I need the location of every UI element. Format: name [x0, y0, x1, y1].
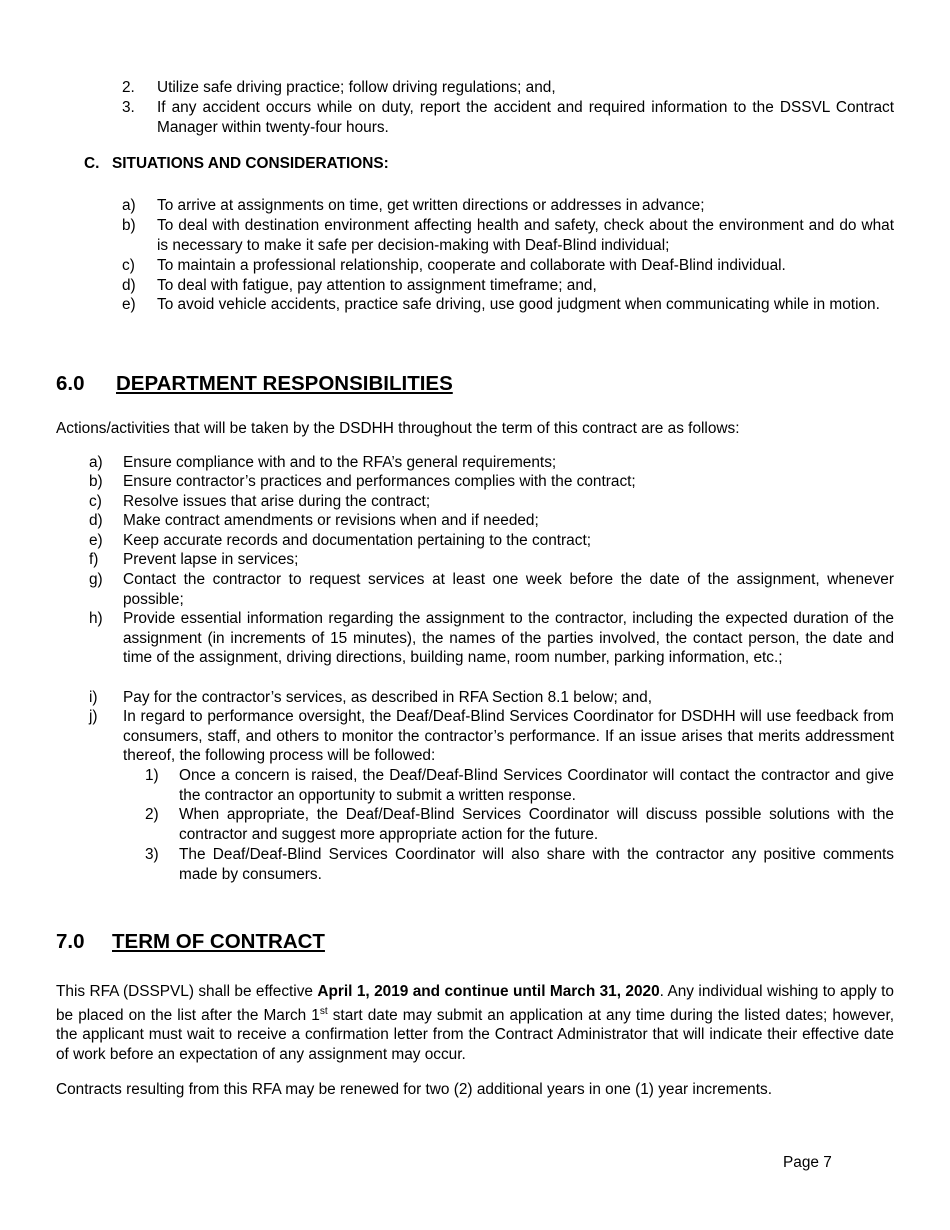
- list-item: [89, 472, 894, 492]
- list-text: To avoid vehicle accidents, practice safe driving, use good judgment when communicating while in motion.: [157, 296, 880, 313]
- ordinal-suffix: st: [319, 1005, 328, 1017]
- list-item: [122, 295, 894, 315]
- list-marker: i): [89, 689, 98, 706]
- paragraph-text: This RFA (DSSPVL) shall be effective: [56, 983, 318, 1000]
- list-marker: e): [89, 532, 103, 549]
- list-marker: 3): [145, 846, 159, 863]
- list-text: When appropriate, the Deaf/Deaf-Blind Services Coordinator will discuss possible solutions with the contractor and suggest more appropriate action for the future.: [179, 806, 894, 843]
- list-item: [89, 688, 894, 708]
- list-item: [89, 707, 894, 766]
- list-marker: b): [122, 217, 136, 234]
- list-item: [122, 196, 894, 216]
- list-item: [89, 511, 894, 531]
- list-text: To deal with fatigue, pay attention to assignment timeframe; and,: [157, 277, 597, 294]
- effective-dates: April 1, 2019 and continue until March 31, 2020: [317, 983, 660, 1000]
- sub-list-item: [145, 805, 894, 844]
- list-text: Prevent lapse in services;: [123, 551, 299, 568]
- section-heading: [56, 372, 453, 396]
- list-text: Pay for the contractor’s services, as described in RFA Section 8.1 below; and,: [123, 689, 652, 706]
- list-marker: f): [89, 551, 99, 568]
- paragraph-text: start date may submit an application at any time during the listed dates; however, the applicant must wait to receive a confirmation letter from the Contract Administrator that will indicate their effective date of work before an expectation of any assignment may occur.: [56, 1006, 894, 1063]
- list-marker: g): [89, 571, 103, 588]
- list-marker: h): [89, 610, 103, 627]
- list-text: To deal with destination environment affecting health and safety, check about the environment and do what is necessary to make it safe per decision-making with Deaf-Blind individual;: [157, 217, 894, 254]
- list-item: [89, 453, 894, 473]
- list-text: Keep accurate records and documentation pertaining to the contract;: [123, 532, 591, 549]
- list-item: [122, 216, 894, 255]
- section-intro: Actions/activities that will be taken by the DSDHH throughout the term of this contract are as follows:: [56, 420, 740, 437]
- list-item: [89, 609, 894, 668]
- list-marker: c): [89, 493, 102, 510]
- list-marker: 2.: [122, 79, 135, 96]
- list-item: [89, 531, 894, 551]
- section-paragraph: [56, 982, 894, 1065]
- list-marker: 1): [145, 767, 159, 784]
- sub-list-item: [145, 766, 894, 805]
- list-marker: a): [89, 454, 103, 471]
- list-item: [89, 550, 894, 570]
- list-marker: c): [122, 257, 135, 274]
- list-marker: b): [89, 473, 103, 490]
- list-text: To maintain a professional relationship, cooperate and collaborate with Deaf-Blind individual.: [157, 257, 786, 274]
- list-text: Ensure contractor’s practices and performances complies with the contract;: [123, 473, 636, 490]
- section-number: 7.0: [56, 930, 85, 953]
- section-title: DEPARTMENT RESPONSIBILITIES: [116, 372, 453, 395]
- list-text: The Deaf/Deaf-Blind Services Coordinator will also share with the contractor any positive comments made by consumers.: [179, 846, 894, 883]
- subsection-title: SITUATIONS AND CONSIDERATIONS:: [112, 155, 389, 172]
- list-item: [122, 276, 894, 296]
- list-item: [89, 492, 894, 512]
- subsection-heading: [84, 155, 389, 173]
- subsection-marker: C.: [84, 155, 100, 172]
- list-text: Ensure compliance with and to the RFA’s general requirements;: [123, 454, 557, 471]
- list-marker: 2): [145, 806, 159, 823]
- list-marker: j): [89, 708, 98, 725]
- list-text: To arrive at assignments on time, get written directions or addresses in advance;: [157, 197, 705, 214]
- list-text: Utilize safe driving practice; follow driving regulations; and,: [157, 79, 556, 96]
- list-text: Provide essential information regarding the assignment to the contractor, including the expected duration of the assignment (in increments of 15 minutes), the names of the parties involved, the contact person, the date and time of the assignment, driving directions, building name, room number, parking information, etc.;: [123, 610, 894, 667]
- paragraph-text: . Any individual wishing to apply to be placed on the list after the March 1: [56, 983, 894, 1024]
- section-number: 6.0: [56, 372, 85, 395]
- list-text: Make contract amendments or revisions when and if needed;: [123, 512, 539, 529]
- list-text: In regard to performance oversight, the Deaf/Deaf-Blind Services Coordinator for DSDHH will use feedback from consumers, staff, and others to monitor the contractor’s performance. If an issue arises that merits addressment thereof, the following process will be followed:: [123, 708, 894, 765]
- list-text: Resolve issues that arise during the contract;: [123, 493, 431, 510]
- sub-list-item: [145, 845, 894, 884]
- list-item: [122, 98, 894, 137]
- section-title: TERM OF CONTRACT: [112, 930, 325, 953]
- list-marker: d): [122, 277, 136, 294]
- section-heading: [56, 930, 325, 954]
- list-marker: a): [122, 197, 136, 214]
- list-item: [122, 78, 894, 98]
- list-text: If any accident occurs while on duty, report the accident and required information to the DSSVL Contract Manager within twenty-four hours.: [157, 99, 894, 136]
- list-marker: e): [122, 296, 136, 313]
- list-text: Once a concern is raised, the Deaf/Deaf-Blind Services Coordinator will contact the contractor and give the contractor an opportunity to submit a written response.: [179, 767, 894, 804]
- page-number: Page 7: [783, 1154, 832, 1171]
- list-marker: d): [89, 512, 103, 529]
- list-item: [122, 256, 894, 276]
- section-paragraph: Contracts resulting from this RFA may be renewed for two (2) additional years in one (1) year increments.: [56, 1081, 772, 1098]
- list-marker: 3.: [122, 99, 135, 116]
- list-text: Contact the contractor to request services at least one week before the date of the assignment, whenever possible;: [123, 571, 894, 608]
- list-item: [89, 570, 894, 609]
